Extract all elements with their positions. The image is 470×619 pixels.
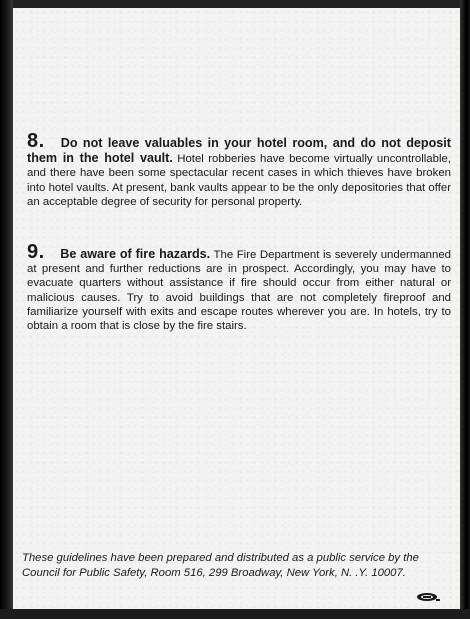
footer-note: These guidelines have been prepared and distributed as a public service by the Council for Public Safety, Room 516, 299 Broadway, New York, N. .Y. 10007. — [22, 552, 419, 579]
item-heading: Do not leave valuables in your hotel room, and do not deposit them in the hotel vault. — [27, 136, 451, 166]
scan-edge-bottom — [0, 609, 470, 619]
item-body: Hotel robberies have become virtually uncontrollable, and there have been some spectacular recent cases in which thieves have broken into hotel vaults. At present, bank vaults appear to be the only depositories that offer an acceptable degree of security for personal property. — [27, 153, 451, 208]
guideline-item-9 — [27, 241, 451, 333]
item-body: The Fire Department is severely undermanned at present and further reductions are in prospect. Accordingly, you may have to evacuate quarters without assistance if fire should occur from either natural or malicious causes. Try to avoid buildings that are not completely fireproof and familiarize yourself with exits and escape routes wherever you are. In hotels, try to obtain a room that is close by the fire stairs. — [27, 249, 451, 333]
scan-edge-right — [460, 0, 470, 619]
scan-edge-left — [0, 0, 13, 619]
paper-sheet — [13, 8, 460, 609]
guideline-item-8 — [27, 130, 451, 209]
union-bug-logo — [416, 592, 440, 602]
item-heading: Be aware of fire hazards. — [60, 247, 211, 261]
item-number: 9. — [27, 241, 45, 263]
scan-edge-top — [0, 0, 470, 8]
item-number: 8. — [27, 130, 45, 152]
